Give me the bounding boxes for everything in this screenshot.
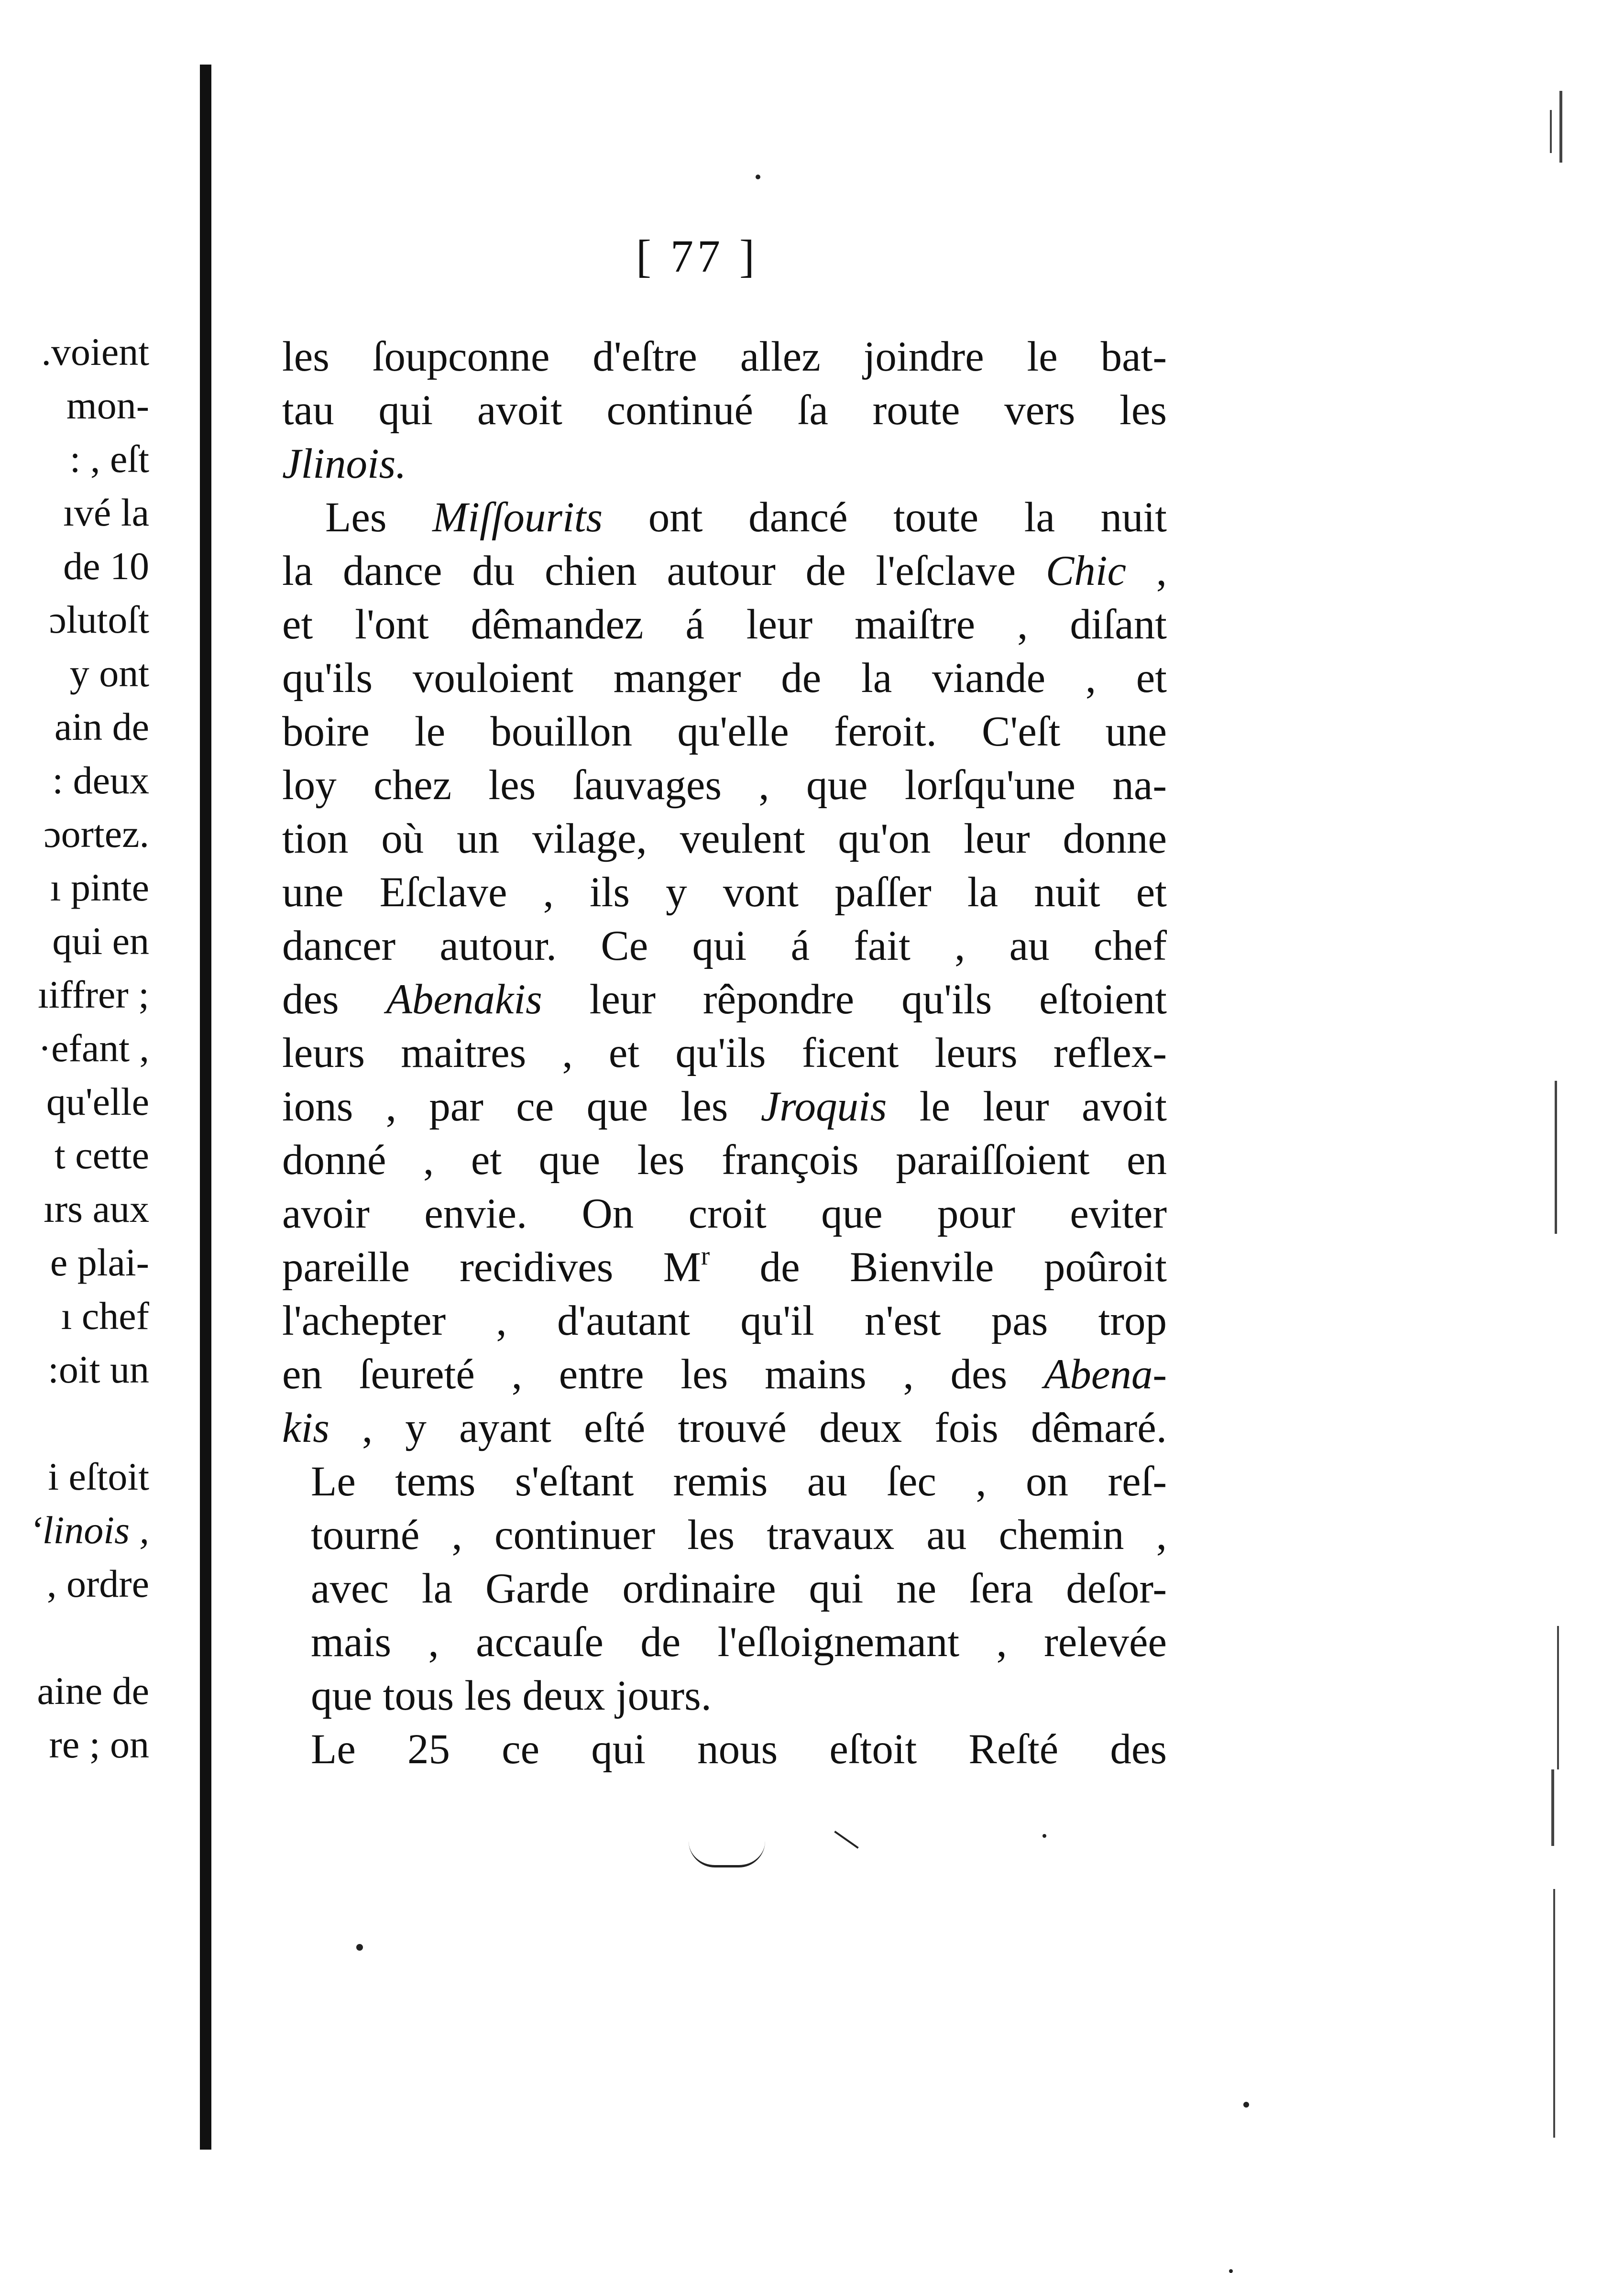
- text-line: une Eſclave , ils y vont paſſer la nuit et: [282, 869, 1167, 916]
- fragment-line: y ont: [69, 651, 149, 695]
- fragment-line: t cette: [54, 1133, 149, 1177]
- fragment-line: aine de: [37, 1669, 149, 1713]
- fragment-line: qu'elle: [46, 1080, 149, 1123]
- gutter-rule: [200, 65, 211, 2150]
- fragment-line: ıiffrer ;: [38, 973, 149, 1016]
- main-text-block: [282, 330, 1167, 1776]
- text-line: avoir envie. On croit que pour eviter: [282, 1190, 1167, 1237]
- text-line: Jlinois.: [282, 440, 406, 487]
- fragment-line: ‘linois ,: [29, 1508, 149, 1552]
- fragment-line: ain de: [54, 705, 149, 748]
- fragment-line: ɔlutoſt: [49, 598, 149, 641]
- text-line: loy chez les ſauvages , que lorſqu'une na-: [282, 762, 1167, 809]
- flourish-mark: [689, 1841, 765, 1867]
- text-line: ions , par ce que les Jroquis le leur avoit: [282, 1083, 1167, 1130]
- speck: [756, 175, 760, 179]
- fragment-line: ı chef: [61, 1294, 149, 1338]
- speck: [1229, 2269, 1233, 2273]
- fragment-line: ·efant ,: [38, 1026, 149, 1070]
- fragment-line: ı pinte: [50, 866, 149, 909]
- text-line: avec la Garde ordinaire qui ne ſera deſor-: [311, 1565, 1167, 1612]
- text-line: Le 25 ce qui nous eſtoit Reſté des: [311, 1726, 1167, 1773]
- text-line: leurs maitres , et qu'ils ficent leurs reflex-: [282, 1030, 1167, 1076]
- fragment-line: e plai-: [50, 1241, 149, 1284]
- text-line: tau qui avoit continué ſa route vers les: [282, 387, 1167, 434]
- fragment-line: qui en: [52, 919, 149, 963]
- text-line: et l'ont dêmandez á leur maiſtre , diſant: [282, 601, 1167, 648]
- text-line: tourné , continuer les travaux au chemin ,: [311, 1512, 1167, 1559]
- text-line: Les Miſſourits ont dancé toute la nuit: [325, 494, 1167, 541]
- text-line: des Abenakis leur rêpondre qu'ils eſtoient: [282, 976, 1167, 1023]
- text-line: qu'ils vouloient manger de la viande , et: [282, 655, 1167, 702]
- scan-edge-noise: [1528, 0, 1624, 2210]
- fragment-line: ırs aux: [44, 1187, 149, 1230]
- text-line: en ſeureté , entre les mains , des Abena-: [282, 1351, 1167, 1398]
- page-number: [ 77 ]: [636, 231, 758, 282]
- fragment-line: re ; on: [49, 1723, 149, 1766]
- text-line: Le tems s'eſtant remis au ſec , on reſ-: [311, 1458, 1167, 1505]
- fragment-line: :oit un: [48, 1348, 149, 1391]
- text-line: mais , accauſe de l'eſloignemant , relevée: [311, 1619, 1167, 1666]
- flourish-tick: [834, 1831, 858, 1849]
- speck: [1243, 2102, 1249, 2108]
- italic-name: kis: [282, 1405, 329, 1451]
- fragment-line: de 10: [63, 544, 149, 588]
- text-line: kis , y ayant eſté trouvé deux fois dêmaré.: [282, 1405, 1167, 1451]
- fragment-line: .voient: [41, 330, 149, 373]
- fragment-line: : deux: [52, 758, 149, 802]
- italic-name: Miſſourits: [432, 494, 603, 541]
- fragment-line: : , eſt: [69, 437, 149, 481]
- text-line: donné , et que les françois paraiſſoient en: [282, 1137, 1167, 1184]
- fragment-line: mon-: [66, 384, 149, 427]
- italic-name: Jroquis: [760, 1083, 887, 1130]
- italic-name: Chic: [1045, 548, 1126, 594]
- fragment-line: ɔortez.: [44, 812, 149, 856]
- text-line: les ſoupconne d'eſtre allez joindre le bat-: [282, 333, 1167, 380]
- fragment-line: ıvé la: [63, 491, 149, 534]
- text-line: la dance du chien autour de l'eſclave Chic ,: [282, 548, 1167, 594]
- text-line: que tous les deux jours.: [311, 1672, 712, 1719]
- fragment-line: i eſtoit: [48, 1455, 149, 1498]
- text-line: boire le bouillon qu'elle feroit. C'eſt une: [282, 708, 1167, 755]
- text-line: dancer autour. Ce qui á fait , au chef: [282, 922, 1167, 969]
- text-line: l'achepter , d'autant qu'il n'est pas trop: [282, 1297, 1167, 1344]
- italic-name: Abena-: [1043, 1351, 1167, 1398]
- fragment-line: , ordre: [46, 1562, 149, 1605]
- speck: [1042, 1834, 1046, 1838]
- text-line: pareille recidives $M^r$ de Bienvile poûroit: [282, 1241, 1167, 1291]
- italic-name: Abenakis: [386, 976, 542, 1023]
- text-line: tion où un vilage, veulent qu'on leur donne: [282, 815, 1167, 862]
- speck: [356, 1944, 363, 1951]
